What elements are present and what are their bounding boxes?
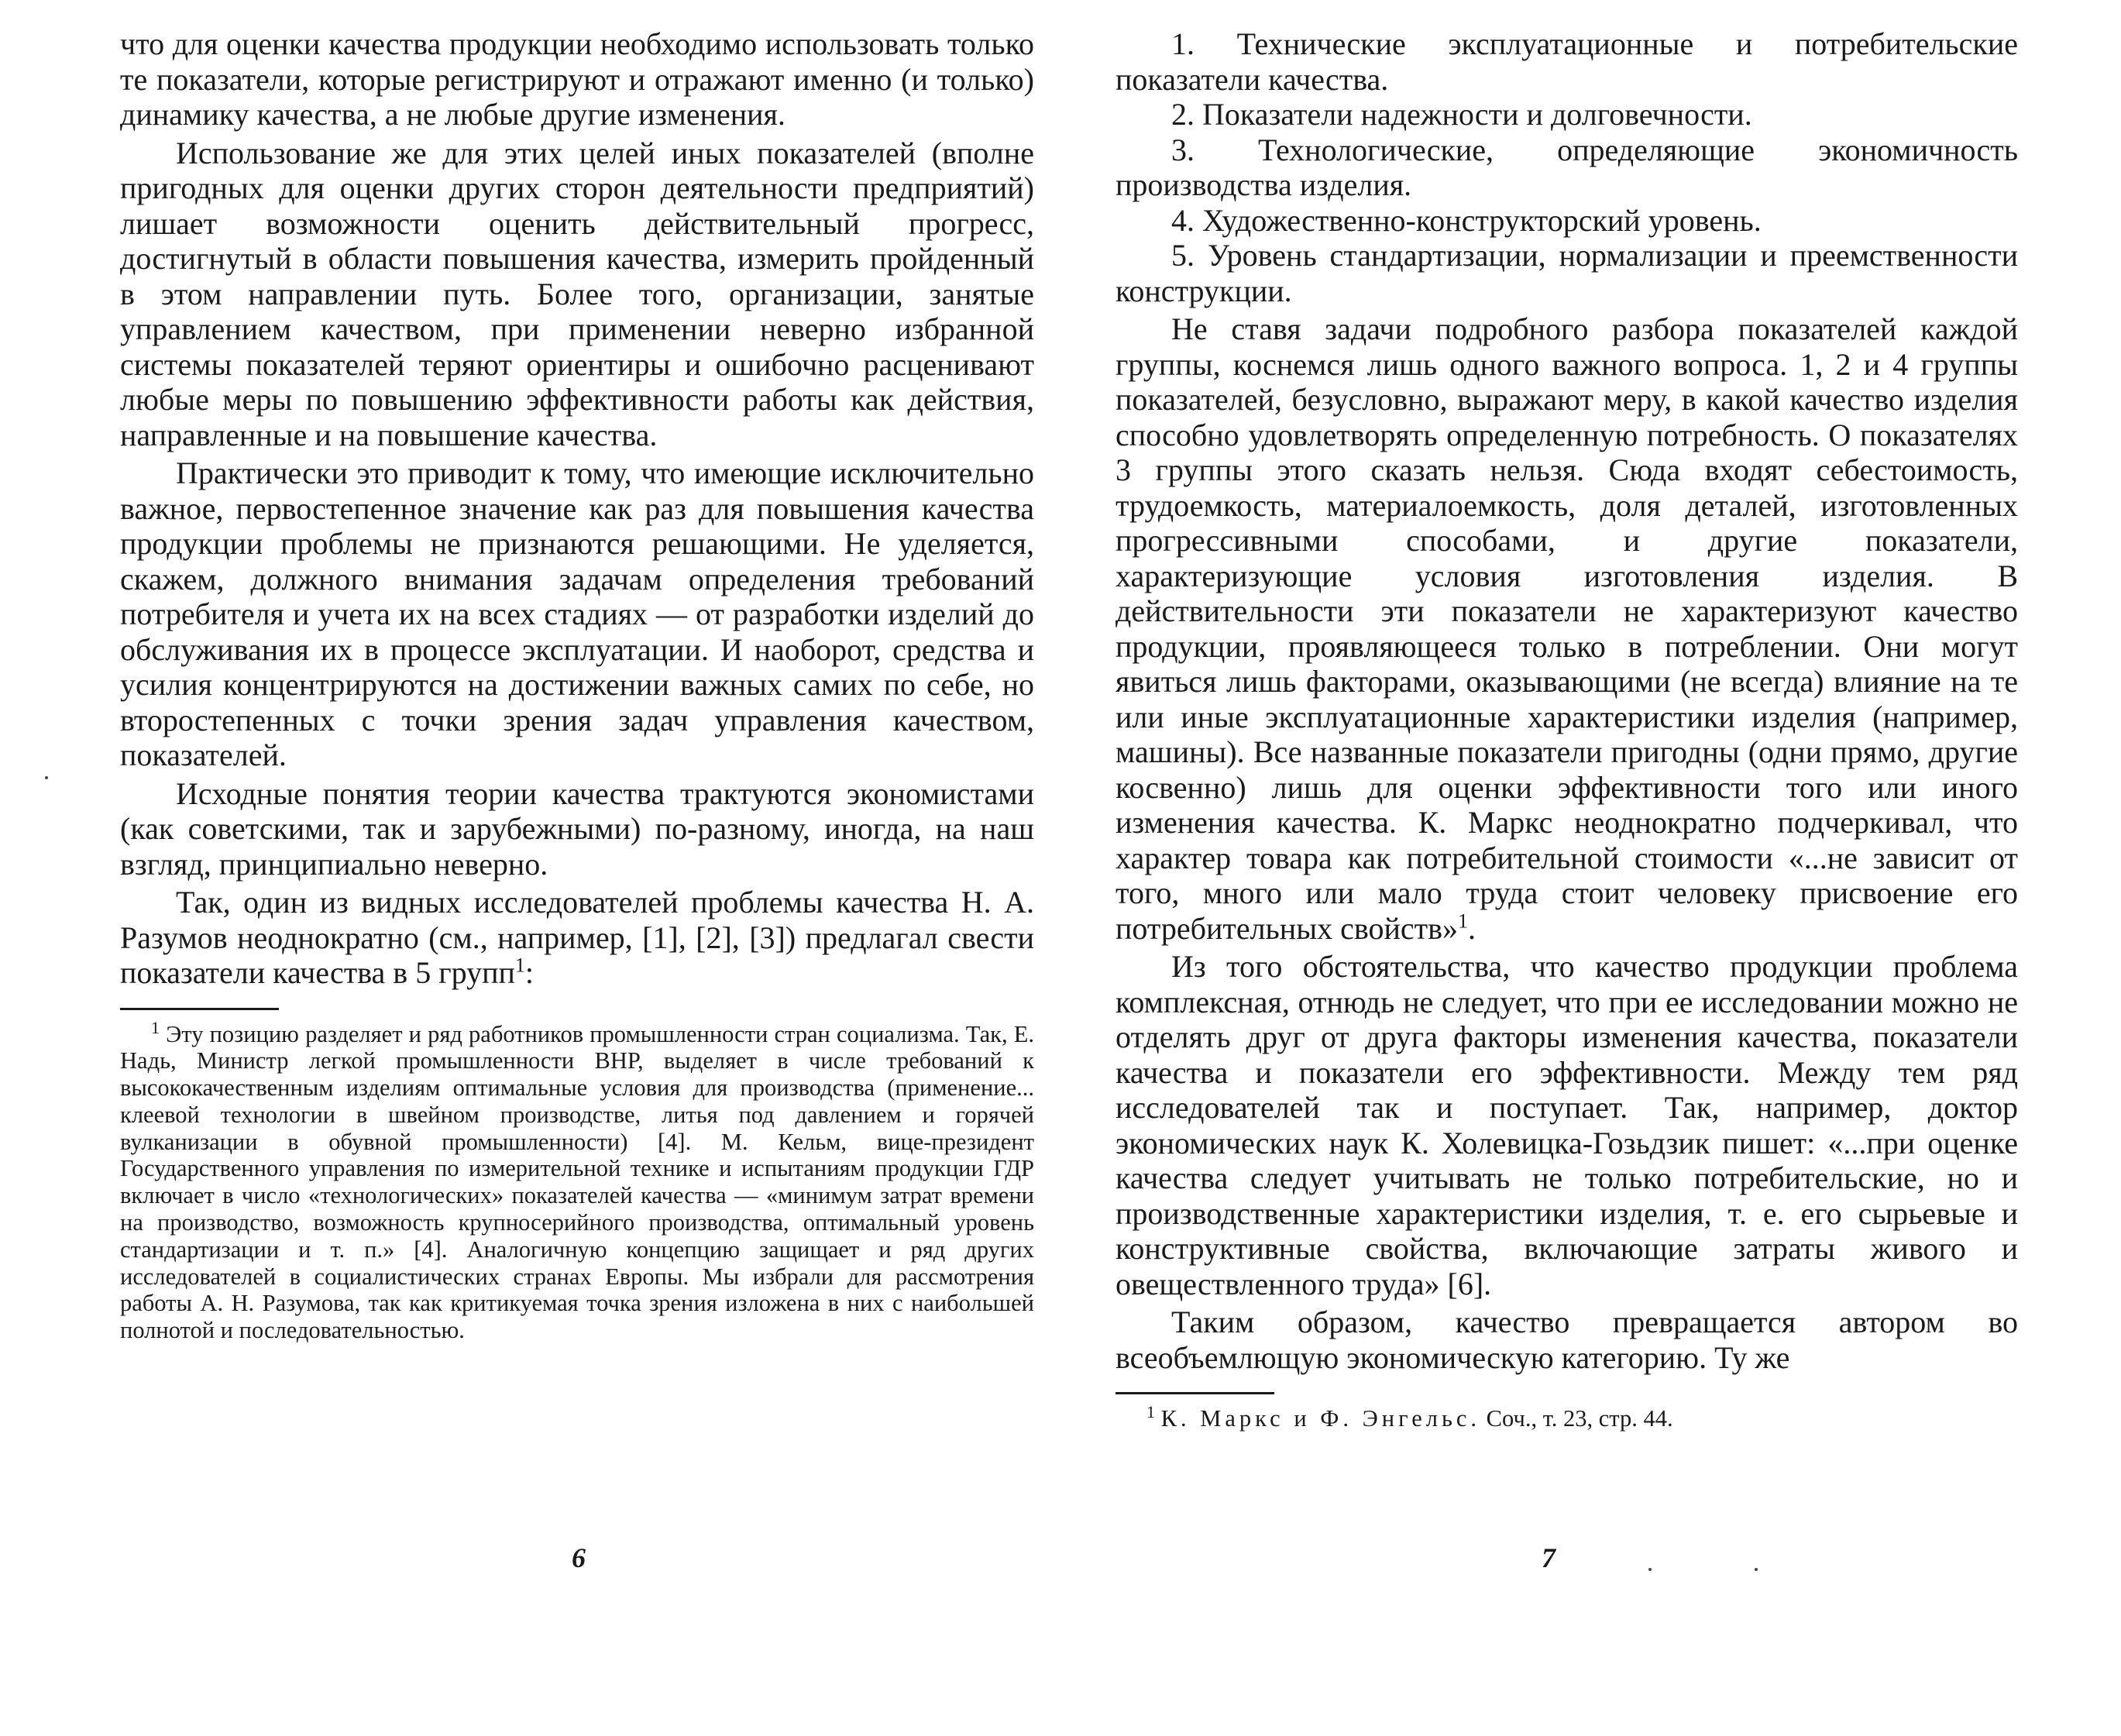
- right-paragraph-1-text: Не ставя задачи подробного разбора показателей каждой группы, коснемся лишь одного важного вопроса. 1, 2 и 4 группы показателей, безусловно, выражают меру, в какой качество изделия способно удовлетворять определенную потребность. О показателях 3 группы этого сказать нельзя. Сюда входят себестоимость, трудоемкость, материалоемкость, доля деталей, изготовленных прогрессивными способами, и другие показатели, характеризующие условия изготовления изделия. В действительности эти показатели не характеризуют качество продукции, проявляющееся только в потреблении. Они могут явиться лишь факторами, оказывающими (не всегда) влияние на те или иные эксплуатационные характеристики изделия (например, машины). Все названные показатели пригодны (одни прямо, другие косвенно) лишь для оценки эффективности того или иного изменения качества. К. Маркс неоднократно подчеркивал, что характер товара как потребительной стоимости «...не зависит от того, много или мало труда стоит человеку присвоение его потребительных свойств»: [1116, 311, 2018, 946]
- footnote-divider: [1116, 1392, 1274, 1394]
- right-paragraph-3: Таким образом, качество превращается автором во всеобъемлющую экономическую категорию. Ту же: [1116, 1305, 2018, 1375]
- right-footnote-reference: Соч., т. 23, стр. 44.: [1486, 1405, 1673, 1432]
- footnote-reference-mark: 1: [514, 954, 525, 977]
- left-paragraph-5-text: Так, один из видных исследователей проблемы качества Н. А. Разумов неоднократно (см., например, [1], [2], [3]) предлагал свести показатели качества в 5 групп: [120, 885, 1034, 990]
- left-page-number: 6: [572, 1542, 586, 1573]
- scan-speck: [45, 776, 48, 779]
- list-item-5: 5. Уровень стандартизации, нормализации и преемственности конструкции.: [1116, 238, 2018, 308]
- left-paragraph-1: что для оценки качества продукции необходимо использовать только те показатели, которые регистрируют и отражают именно (и только) динамику качества, а не любые другие изменения.: [120, 26, 1034, 132]
- left-footnote: [120, 1017, 1034, 1345]
- left-paragraph-3: Практически это приводит к тому, что имеющие исключительно важное, первостепенное значение как раз для повышения качества продукции проблемы не признаются решающими. Не уделяется, скажем, должного внимания задачам определения требований потребителя и учета их на всех стадиях — от разработки изделий до обслуживания их в процессе эксплуатации. И наоборот, средства и усилия концентрируются на достижении важных самих по себе, но второстепенных с точки зрения задач управления качеством, показателей.: [120, 455, 1034, 772]
- scan-speck: [1648, 1568, 1652, 1571]
- list-item-2: 2. Показатели надежности и долговечности.: [1171, 97, 1752, 132]
- scan-speck: [1755, 1568, 1758, 1571]
- left-footnote-mark: 1: [151, 1017, 160, 1037]
- right-page: [1116, 26, 2018, 1432]
- right-paragraph-1-end: .: [1467, 910, 1476, 946]
- list-item-1: 1. Технические эксплуатационные и потребительские показатели качества.: [1116, 26, 2018, 97]
- right-footnote: [1116, 1401, 2018, 1432]
- left-paragraph-4: Исходные понятия теории качества трактуются экономистами (как советскими, так и зарубежными) по-разному, иногда, на наш взгляд, принципиально неверно.: [120, 775, 1034, 882]
- right-footnote-mark: 1: [1146, 1401, 1155, 1421]
- list-item-4: 4. Художественно-конструкторский уровень.: [1171, 202, 1762, 238]
- left-paragraph-2: Использование же для этих целей иных показателей (вполне пригодных для оценки других сторон деятельности предприятий) лишает возможности оценить действительный прогресс, достигнутый в области повышения качества, измерить пройденный в этом направлении путь. Более того, организации, занятые управлением качеством, при применении неверно избранной системы показателей теряют ориентиры и ошибочно расценивают любые меры по повышению эффективности работы как действия, направленные и на повышение качества.: [120, 135, 1034, 452]
- list-item-3: 3. Технологические, определяющие экономичность производства изделия.: [1116, 132, 2018, 202]
- right-page-number: 7: [1542, 1542, 1556, 1573]
- left-page: [120, 26, 1034, 1344]
- left-paragraph-5: [120, 885, 1034, 991]
- right-footnote-authors: К. Маркс и Ф. Энгельс.: [1160, 1405, 1481, 1432]
- left-paragraph-5-end: :: [524, 955, 535, 990]
- right-paragraph-1: [1116, 311, 2018, 946]
- footnote-divider: [120, 1008, 279, 1010]
- right-paragraph-2: Из того обстоятельства, что качество продукции проблема комплексная, отнюдь не следует, что при ее исследовании можно не отделять друг от друга факторы изменения качества, показатели качества и показатели его эффективности. Между тем ряд исследователей так и поступает. Так, например, доктор экономических наук К. Холевицка-Гозьдзик пишет: «...при оценке качества следует учитывать не только потребительские, но и производственные характеристики изделия, т. е. его сырьевые и конструктивные свойства, включающие затраты живого и овеществленного труда» [6].: [1116, 949, 2018, 1301]
- footnote-reference-mark: 1: [1457, 909, 1468, 933]
- left-footnote-text: Эту позицию разделяет и ряд работников промышленности стран социализма. Так, Е. Надь, Министр легкой промышленности ВНР, выделяет в числе требований к высококачественным изделиям оптимальные условия для производства (применение... клеевой технологии в швейном производстве, литья под давлением и горячей вулканизации в обувной промышленности) [4]. М. Кельм, вице-президент Государственного управления по измерительной технике и испытаниям продукции ГДР включает в число «технологических» показателей качества — «минимум затрат времени на производство, возможность крупносерийного производства, оптимальный уровень стандартизации и т. п.» [4]. Аналогичную концепцию защищает и ряд других исследователей в социалистических странах Европы. Мы избрали для рассмотрения работы А. Н. Разумова, так как критикуемая точка зрения изложена в них с наибольшей полнотой и последовательностью.: [120, 1020, 1034, 1344]
